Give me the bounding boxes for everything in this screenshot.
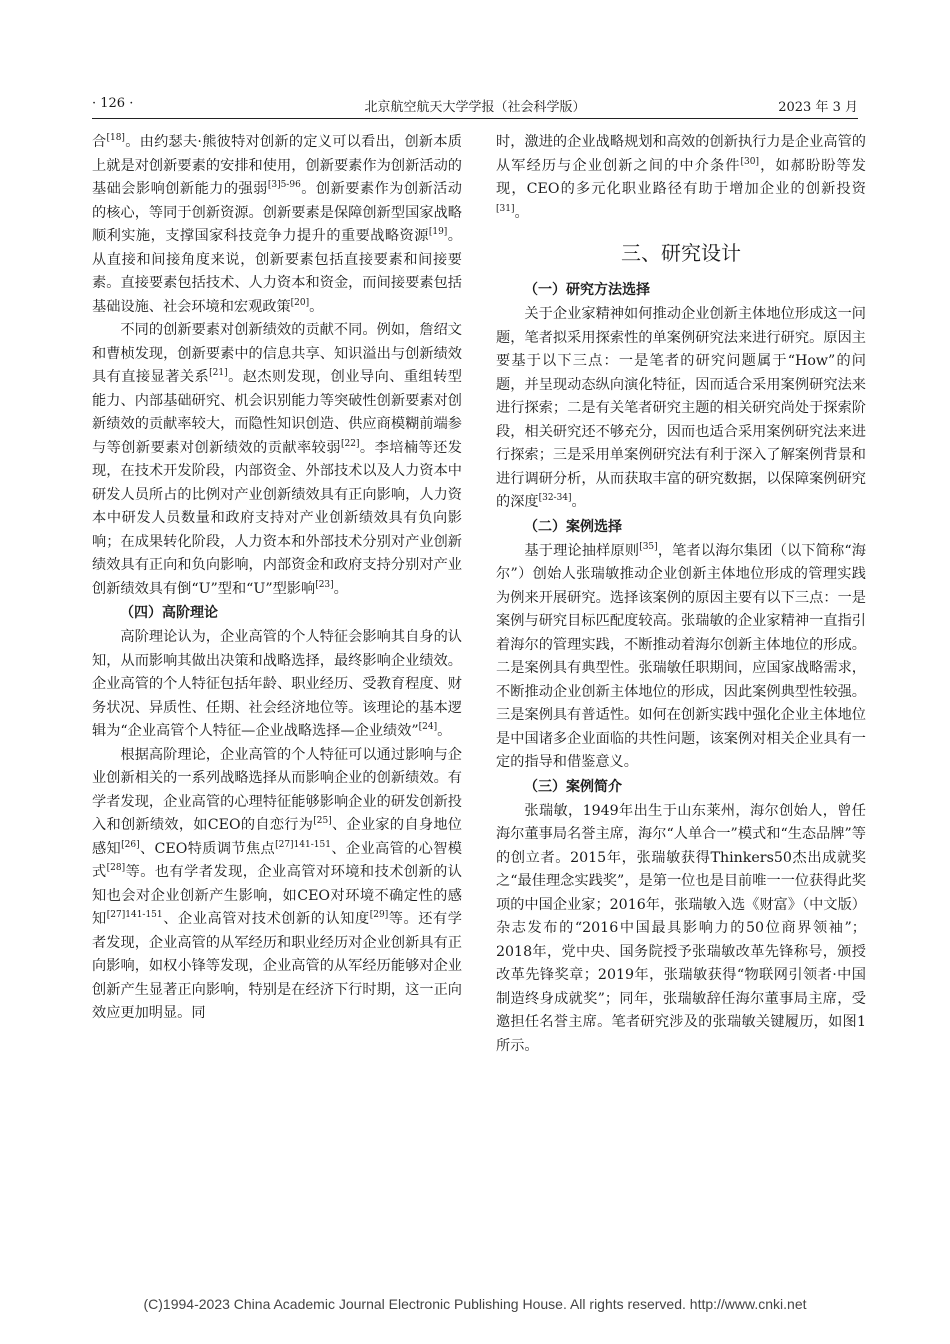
citation-ref: [29] — [369, 910, 389, 920]
paragraph: 张瑞敏，1949年出生于山东莱州，海尔创始人，曾任海尔董事局名誉主席，海尔“人单合一”模式和“生态品牌”等的创立者。2015年，张瑞敏获得Thinkers50杰出成就奖之“最佳理念实践奖”，是第一位也是目前唯一一位获得此奖项的中国企业家；2016年，张瑞敏入选《财富》（中文版）杂志发布的“2016中国最具影响力的50位商界领袖”；2018年，党中央、国务院授予张瑞敏改革先锋称号，颁授改革先锋奖章；2019年，张瑞敏获得“物联网引领者·中国制造终身成就奖”；同年，张瑞敏辞任海尔董事局主席，受邀担任名誉主席。笔者研究涉及的张瑞敏关键履历，如图1所示。 — [496, 802, 866, 1054]
paragraph: 高阶理论认为，企业高管的个人特征会影响其自身的认知，从而影响其做出决策和战略选择，最终影响企业绩效。企业高管的个人特征包括年龄、职业经历、受教育程度、财务状况、异质性、任期、社会经济地位等。该理论的基本逻辑为“企业高管个人特征—企业战略选择—企业绩效”[24]。 — [92, 629, 462, 739]
citation-ref: [27]141-151 — [275, 839, 331, 850]
citation-ref: [31] — [496, 203, 515, 214]
citation-ref: [32-34] — [538, 493, 572, 503]
paragraph: 基于理论抽样原则[35]，笔者以海尔集团（以下简称“海尔”）创始人张瑞敏推动企业创新主体地位形成的管理实践为例来开展研究。选择该案例的原因主要有以下三点：一是案例与研究目标匹配度较高。张瑞敏的企业家精神一直指引着海尔的管理实践，不断推动着海尔创新主体地位的形成。二是案例具有典型性。张瑞敏任职期间，应国家战略需求，不断推动企业创新主体地位的形成，因此案例典型性较强。三是案例具有普适性。如何在创新实践中强化企业主体地位是中国诸多企业面临的共性问题，该案例对相关企业具有一定的指导和借鉴意义。 — [496, 541, 866, 770]
citation-ref: [19] — [428, 227, 448, 237]
citation-ref: [24] — [418, 722, 438, 732]
right-column — [496, 131, 866, 1058]
running-header — [92, 94, 858, 119]
citation-ref: [25] — [313, 816, 332, 826]
citation-ref: [23] — [315, 579, 334, 590]
paragraph: 合[18]。由约瑟夫·熊彼特对创新的定义可以看出，创新本质上就是对创新要素的安排和使用，创新要素作为创新活动的基础会影响创新能力的强弱$^{[3]5-96}$。创新要素作为创新活动的核心，等同于创新资源。创新要素是保障创新型国家战略顺利实施，支撑国家科技竞争力提升的重要战略资源[19]。从直接和间接角度来说，创新要素包括直接要素和间接要素。直接要素包括技术、人力资本和资金，而间接要素包括基础设施、社会环境和宏观政策[20]。 — [92, 133, 462, 315]
page-number: · 126 · — [92, 96, 134, 111]
left-column — [92, 131, 462, 1026]
citation-ref: [22] — [340, 438, 360, 449]
copyright-footer: (C)1994-2023 China Academic Journal Electronic Publishing House. All rights reserved. http://www.cnki.net — [143, 1296, 807, 1312]
paragraph: 根据高阶理论，企业高管的个人特征可以通过影响与企业创新相关的一系列战略选择从而影响企业的创新绩效。有学者发现，企业高管的心理特征能够影响企业的研发创新投入和创新绩效，如CEO的自恋行为[25]、企业家的自身地位感知[26]、CEO特质调节焦点$^{[27]141-151}$、企业高管的心智模式[28]等。也有学者发现，企业高管对环境和技术创新的认知也会对企业创新产生影响，如CEO对环境不确定性的感知$^{[27]141-151}$、企业高管对技术创新的认知度[29]等。还有学者发现，企业高管的从军经历和职业经历对企业创新具有正向影响，如权小锋等发现，企业高管的从军经历能够对企业创新产生显著正向影响，特别是在经济下行时期，这一正向效应更加明显。同 — [92, 746, 462, 1021]
subsection-heading: （四）高阶理论 — [120, 605, 218, 621]
citation-ref: [21] — [209, 368, 228, 378]
citation-ref: [20] — [290, 297, 310, 308]
issue-date: 2023 年 3 月 — [778, 100, 858, 115]
paragraph: 时，激进的企业战略规划和高效的创新执行力是企业高管的从军经历与企业创新之间的中介条件[30]，如郝盼盼等发现，CEO的多元化职业路径有助于增加企业的创新投资[31]。 — [496, 134, 866, 221]
citation-ref: [18] — [106, 133, 125, 143]
citation-ref: [3]5-96 — [267, 180, 301, 190]
paragraph: 不同的创新要素对创新绩效的贡献不同。例如，詹绍文和曹桢发现，创新要素中的信息共享、知识溢出与创新绩效具有直接显著关系[21]。赵杰则发现，创业导向、重组转型能力、内部基础研究、机会识别能力等突破性创新要素对创新绩效的贡献率较大，而隐性知识创造、供应商模糊前端参与等创新要素对创新绩效的贡献率较弱[22]。李培楠等还发现，在技术开发阶段，内部资金、外部技术以及人力资本中研发人员所占的比例对产业创新绩效具有正向影响，人力资本中研发人员数量和政府支持对产业创新绩效具有负向影响；在成果转化阶段，人力资本和外部技术分别对产业创新绩效具有正向和负向影响，内部资金和政府支持分别对产业创新绩效具有倒“U”型和“U”型影响[23]。 — [92, 322, 462, 597]
citation-ref: [26] — [121, 839, 140, 850]
subsection-heading: （二）案例选择 — [524, 518, 622, 535]
citation-ref: [27]141-151 — [106, 910, 163, 920]
subsection-heading: （一）研究方法选择 — [524, 282, 650, 298]
citation-ref: [30] — [740, 156, 759, 167]
paragraph: 关于企业家精神如何推动企业创新主体地位形成这一问题，笔者拟采用探索性的单案例研究法来进行研究。原因主要基于以下三点：一是笔者的研究问题属于“How”的问题，并呈现动态纵向演化特征，因而适合采用案例研究法来进行探索；二是有关笔者研究主题的相关研究尚处于探索阶段，相关研究还不够充分，因而也适合采用案例研究法来进行探索；三是采用单案例研究法有利于深入了解案例背景和进行调研分析，从而获取丰富的研究数据，以保障案例研究的深度[32-34]。 — [496, 306, 866, 510]
citation-ref: [28] — [106, 863, 126, 873]
subsection-heading: （三）案例简介 — [524, 778, 622, 795]
section-heading: 三、研究设计 — [621, 241, 741, 265]
citation-ref: [35] — [639, 541, 658, 552]
journal-title: 北京航空航天大学学报（社会科学版） — [364, 100, 586, 115]
